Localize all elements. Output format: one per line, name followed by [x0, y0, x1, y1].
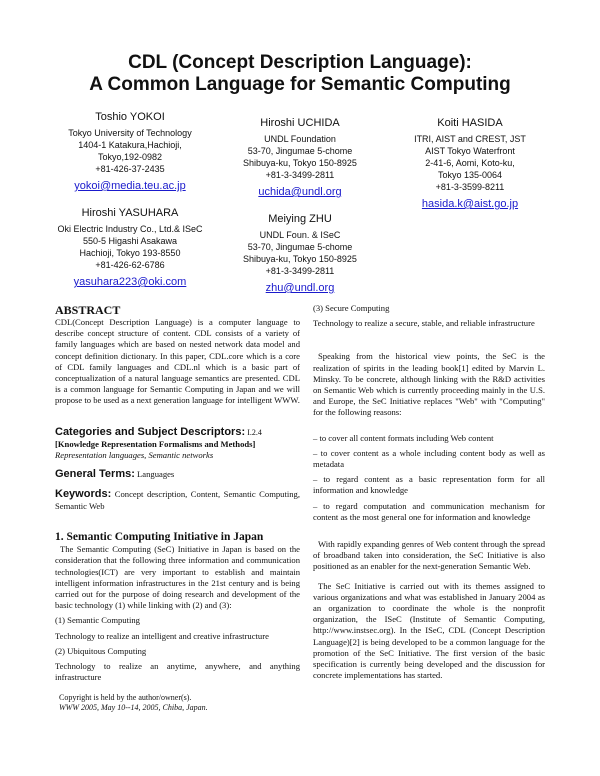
list-item-description: Technology to realize an anytime, anywhere, and anything infrastructure: [55, 661, 300, 683]
author-name: Meiying ZHU: [268, 213, 332, 225]
abstract-heading: ABSTRACT: [55, 303, 121, 317]
bullet-item: – to regard computation and communication mechanism for content as the most general one for information and knowledge: [313, 500, 545, 522]
section-1-paragraph: The Semantic Computing (SeC) Initiative in Japan is based on the consideration that the following three information and communication technologies(ICT) are very important to establish and maintain intelligent information infrastructures in the 21st century and is being carried out for the purpose of doing research and development of the basic technology (1) while linking with (2) and (3):: [55, 544, 300, 611]
general-terms-text: Languages: [137, 469, 175, 480]
author-phone: +81-3-3599-8211: [435, 182, 505, 192]
author-email-link[interactable]: uchida@undl.org: [258, 186, 342, 198]
title-line-1: CDL (Concept Description Language):: [128, 52, 472, 73]
author-email-link[interactable]: zhu@undl.org: [265, 282, 335, 294]
categories-block: [55, 425, 300, 461]
author-name: Toshio YOKOI: [95, 111, 165, 123]
bullet-item: – to regard content as a basic representation form for all information and knowledge: [313, 474, 545, 496]
author-block: [205, 212, 395, 296]
author-affiliation: UNDL Foun. & ISeC: [259, 230, 341, 240]
keywords-block: [55, 487, 300, 512]
title-line-2: A Common Language for Semantic Computing: [89, 74, 511, 95]
list-item-description: Technology to realize a secure, stable, and reliable infrastructure: [313, 318, 535, 329]
author-phone: +81-426-37-2435: [95, 164, 165, 174]
author-address: AIST Tokyo Waterfront: [425, 146, 515, 156]
list-item: (3) Secure Computing: [313, 303, 390, 313]
author-email-link[interactable]: yokoi@media.teu.ac.jp: [74, 180, 186, 192]
general-terms-block: [55, 467, 300, 481]
right-column: [313, 303, 545, 681]
author-name: Hiroshi YASUHARA: [81, 207, 179, 219]
bullet-item: – to cover content as a whole including content body as well as metadata: [313, 447, 545, 470]
author-email-link[interactable]: yasuhara223@oki.com: [73, 276, 187, 288]
author-block: [35, 110, 225, 194]
author-address: Shibuya-ku, Tokyo 150-8925: [243, 158, 357, 168]
author-name: Koiti HASIDA: [437, 117, 503, 129]
list-item: (2) Ubiquitous Computing: [55, 645, 147, 656]
body-paragraph: With rapidly expanding genres of Web content through the spread of broadband taken into consideration, the SeC Initiative is also positioned as an enabler for the next-generation Semantic Web.: [313, 539, 545, 572]
author-phone: +81-3-3499-2811: [265, 170, 335, 180]
author-address: 53-70, Jingumae 5-chome: [247, 242, 353, 252]
left-column: [55, 303, 300, 713]
author-address: 53-70, Jingumae 5-chome: [247, 146, 353, 156]
bullet-item: – to cover all content formats including Web content: [313, 432, 494, 443]
author-affiliation: ITRI, AIST and CREST, JST: [414, 134, 526, 144]
author-address: Hachioji, Tokyo 193-8550: [79, 248, 181, 258]
author-address: Tokyo 135-0064: [437, 170, 503, 180]
categories-heading: Categories and Subject Descriptors:: [55, 425, 246, 438]
categories-code: I.2.4: [247, 427, 262, 437]
conference-line: WWW 2005, May 10--14, 2005, Chiba, Japan.: [59, 703, 208, 713]
general-terms-heading: General Terms:: [55, 468, 135, 481]
author-address: Tokyo,192-0982: [97, 152, 163, 162]
categories-bracket: [Knowledge Representation Formalisms and Methods]: [55, 438, 256, 449]
copyright-notice: [55, 693, 300, 713]
author-block: [375, 116, 565, 212]
body-paragraph: The SeC Initiative is carried out with its themes assigned to various organizations and what was established in January 2004 as an organization to coordinate the whole is the nonprofit organization, the ISeC (Institute of Semantic Computing, http://www.instsec.org). In the ISeC, CDL (Concept Description Language)[2] is being developed to be a common language for the promotion of the SeC Initiative. The first version of the basic specification is currently being developed and the discussion for concrete implementations has started.: [313, 580, 545, 681]
copyright-line: Copyright is held by the author/owner(s).: [59, 693, 192, 703]
author-phone: +81-426-62-6786: [95, 260, 165, 270]
author-affiliation: Tokyo University of Technology: [68, 128, 192, 138]
keywords-text: Concept description, Content, Semantic Computing, Semantic Web: [55, 489, 300, 512]
section-1-heading: 1. Semantic Computing Initiative in Japan: [55, 531, 264, 544]
abstract-text: CDL(Concept Description Language) is a computer language to describe concept structure of content. CDL consists of a variety of family languages which are based on nested network data model and concept definition dictionary. In this paper, CDL.core which is a core of CDL family languages and CDL.nl which is a basic part of conceptualization of a natural language semantics are presented. CDL is a common language for Semantic Computing in Japan and we will propose to be used as a next generation language for intelligent WWW.: [55, 317, 300, 406]
author-affiliation: Oki Electric Industry Co., Ltd.& ISeC: [57, 224, 203, 234]
author-block: [35, 206, 225, 290]
author-block: [205, 116, 395, 200]
author-address: 1404-1 Katakura,Hachioji,: [78, 140, 182, 150]
author-address: 2-41-6, Aomi, Koto-ku,: [425, 158, 515, 168]
list-item: (1) Semantic Computing: [55, 615, 140, 626]
author-address: Shibuya-ku, Tokyo 150-8925: [243, 254, 357, 264]
keywords-heading: Keywords:: [55, 488, 112, 501]
author-phone: +81-3-3499-2811: [265, 266, 335, 276]
list-item-description: Technology to realize an intelligent and creative infrastructure: [55, 630, 269, 641]
author-email-link[interactable]: hasida.k@aist.go.jp: [421, 198, 519, 210]
author-affiliation: UNDL Foundation: [264, 134, 336, 144]
categories-sub: Representation languages, Semantic networks: [55, 449, 214, 460]
author-name: Hiroshi UCHIDA: [260, 117, 340, 129]
paper-title: [0, 52, 600, 96]
author-address: 550-5 Higashi Asakawa: [82, 236, 178, 246]
body-paragraph: Speaking from the historical view points, the SeC is the realization of spirits in the leading book[1] edited by Marvin L. Minsky. To be concrete, although linking with the R&D activities on Semantic Web which is currently proceeding mainly in the U.S. and Europe, the SeC Initiative replaces "Web" with "Computing" for the following reasons:: [313, 351, 545, 418]
